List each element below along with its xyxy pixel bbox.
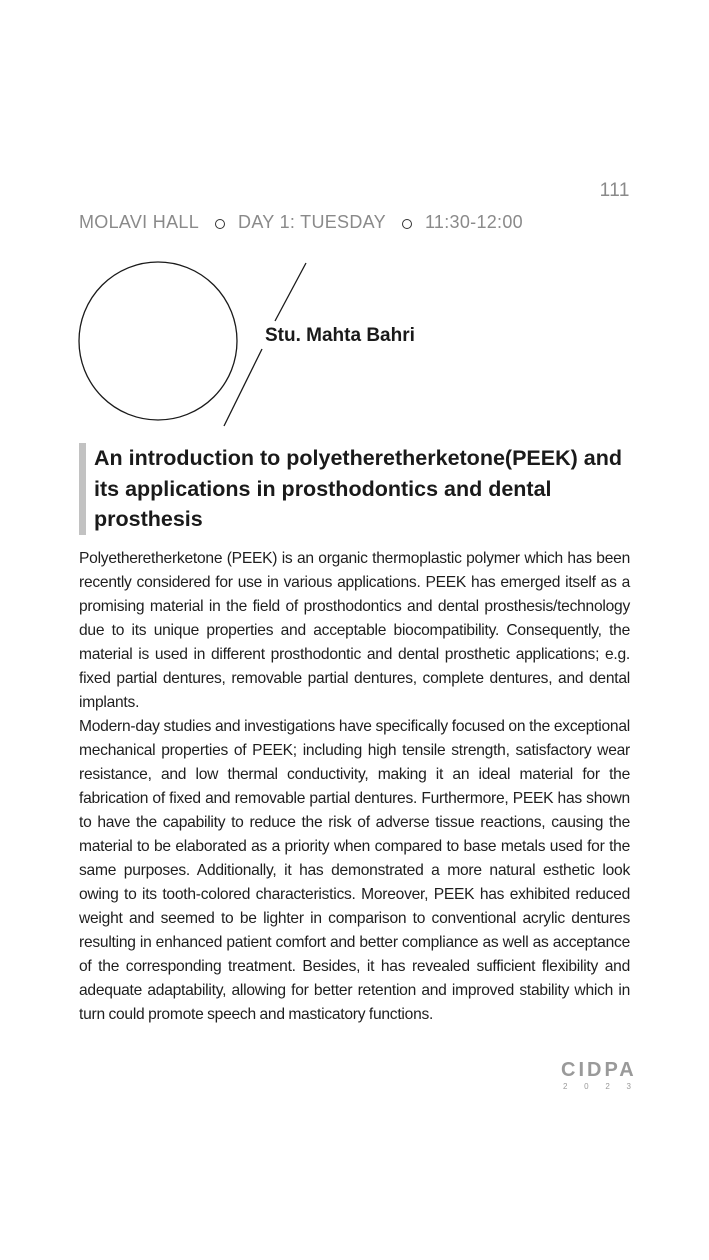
- session-time: 11:30-12:00: [424, 212, 523, 232]
- abstract-paragraph: Modern-day studies and investigations have specifically focused on the exceptional mechanical properties of PEEK; including high tensile strength, satisfactory wear resistance, and low thermal conductivity, making it an ideal material for the fabrication of fixed and removable partial dentures. Furthermore, PEEK has shown to have the capability to reduce the risk of adverse tissue reactions, causing the material to be elaborated as a priority when compared to base metals used for the same purposes. Additionally, it has demonstrated a more natural esthetic look owing to its tooth-colored characteristics. Moreover, PEEK has exhibited reduced weight and seemed to be lighter in comparison to conventional acrylic dentures resulting in enhanced patient comfort and better compliance as well as acceptance of the corresponding treatment. Besides, it has revealed sufficient flexibility and adequate adaptability, allowing for better retention and improved stability which in turn could promote speech and masticatory functions.: [79, 718, 630, 1023]
- abstract-paragraph: Polyetheretherketone (PEEK) is an organic thermoplastic polymer which has been recently considered for use in various applications. PEEK has emerged itself as a promising material in the field of prosthodontics and dental prosthesis/technology due to its unique properties and acceptable biocompatibility. Consequently, the material is used in different prosthodontic and dental prosthetic applications; e.g. fixed partial dentures, removable partial dentures, complete dentures, and dental implants.: [79, 550, 630, 711]
- circle-dot-icon: [215, 219, 225, 229]
- speaker-name: Stu. Mahta Bahri: [265, 325, 415, 346]
- logo-year-digit: 3: [626, 1082, 631, 1091]
- logo-wordmark: CIDPA: [561, 1059, 637, 1081]
- logo-year-digit: 0: [584, 1082, 589, 1091]
- page-number: 111: [599, 180, 630, 201]
- cidpa-logo: [561, 1059, 637, 1091]
- session-hall: MOLAVI HALL: [79, 212, 200, 232]
- logo-year-digit: 2: [563, 1082, 568, 1091]
- logo-year: [561, 1082, 633, 1091]
- talk-title: An introduction to polyetheretherketone(PEEK) and its applications in prosthodontics and dental prosthesis: [94, 446, 622, 531]
- session-info: [79, 212, 523, 233]
- avatar-circle: [79, 262, 237, 420]
- talk-abstract: [79, 547, 630, 1027]
- talk-title-block: [79, 443, 629, 535]
- session-day: DAY 1: TUESDAY: [238, 212, 386, 232]
- logo-year-digit: 2: [605, 1082, 610, 1091]
- divider-line-lower: [224, 349, 262, 426]
- circle-dot-icon: [402, 219, 412, 229]
- divider-line-upper: [275, 263, 306, 321]
